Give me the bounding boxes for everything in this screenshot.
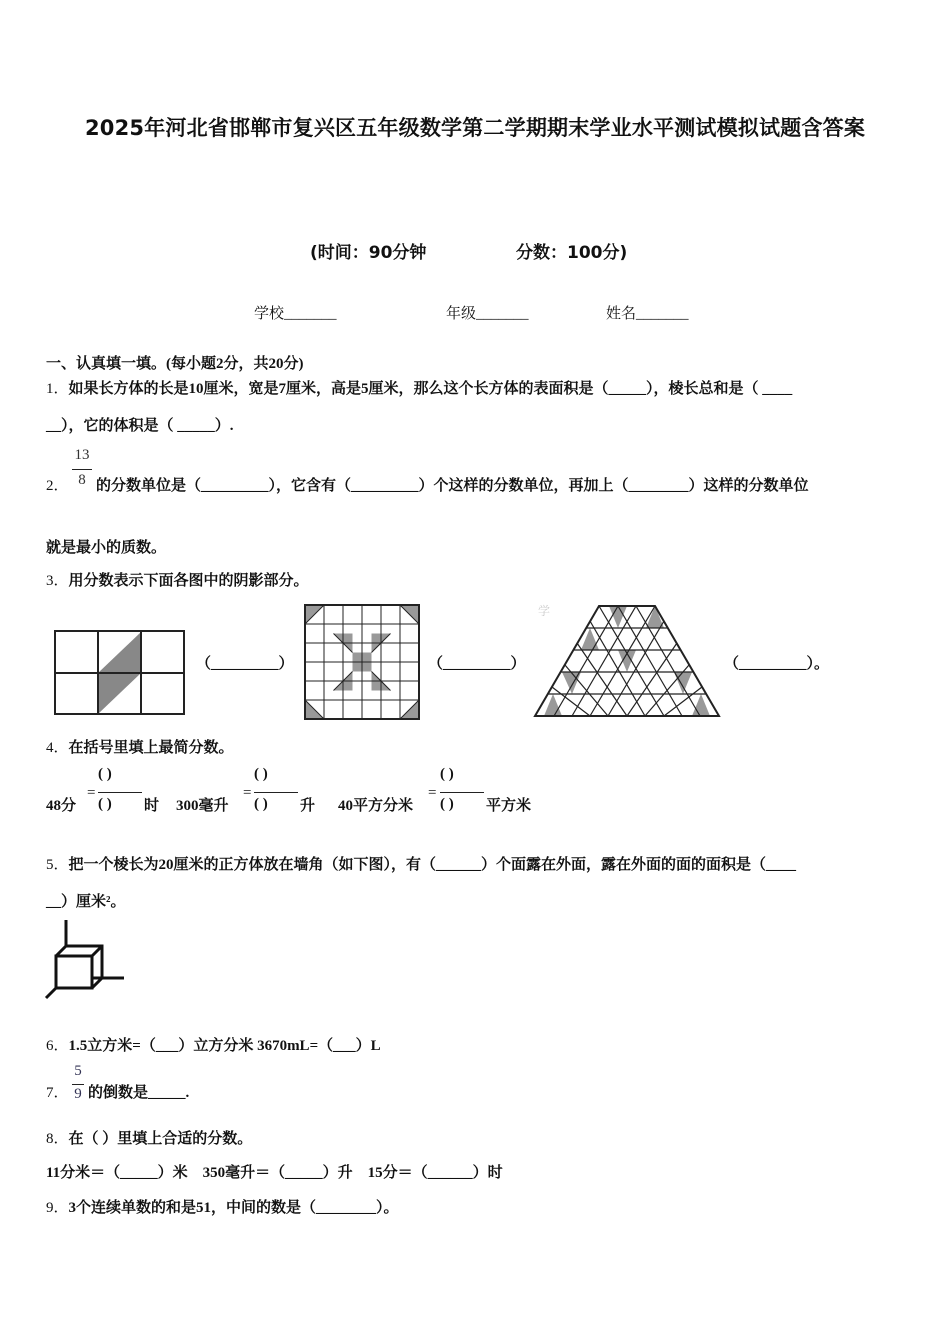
- figure-rectangle-grid: [54, 630, 186, 716]
- question-8-items: 11分米＝（_____）米 350毫升＝（_____）升 15分＝（______）时: [46, 1165, 503, 1181]
- equals-sign: =: [87, 785, 96, 801]
- question-number: 3．: [46, 573, 69, 589]
- fraction-numerator: ( ): [440, 766, 454, 782]
- figure-cube-corner: [44, 920, 126, 1002]
- name-field: 姓名_______: [606, 306, 689, 322]
- question-number: 4．: [46, 740, 69, 756]
- fraction-numerator: 13: [74, 447, 90, 463]
- question-7: [46, 1081, 69, 1102]
- unit-label: 平方米: [486, 798, 532, 814]
- question-number: 8．: [46, 1131, 69, 1147]
- question-2-cont: 就是最小的质数。: [46, 540, 167, 556]
- question-number: 9．: [46, 1200, 69, 1216]
- equals-sign: =: [428, 785, 437, 801]
- question-number: 1．: [46, 381, 69, 397]
- question-6: [46, 1034, 381, 1055]
- fraction-denominator: ( ): [440, 796, 454, 812]
- conversion-item-1: 48分: [46, 798, 77, 814]
- conversion-item-3: 40平方分米: [338, 798, 414, 814]
- fraction-denominator: ( ): [98, 796, 112, 812]
- exam-score: 分数：100分): [516, 243, 628, 263]
- equals-sign: =: [243, 785, 252, 801]
- question-number: 6．: [46, 1038, 69, 1054]
- question-2-text: 的分数单位是（_________），它含有（_________）个这样的分数单位，再加上（________）这样的分数单位: [96, 478, 809, 494]
- question-text: 用分数表示下面各图中的阴影部分。: [68, 573, 309, 589]
- question-text: 如果长方体的长是10厘米，宽是7厘米，高是5厘米，那么这个长方体的表面积是（_____），棱长总和是（ ____: [68, 381, 793, 397]
- question-9: [46, 1196, 399, 1217]
- unit-label: 升: [300, 798, 316, 814]
- question-2: [46, 474, 69, 495]
- question-text: 3个连续单数的和是51，中间的数是（________）。: [68, 1200, 399, 1216]
- question-text: 在括号里填上最简分数。: [68, 740, 234, 756]
- answer-blank-3: （_________）。: [724, 656, 830, 672]
- question-4: [46, 736, 234, 757]
- unit-label: 时: [144, 798, 160, 814]
- question-8: [46, 1127, 252, 1148]
- exam-time: (时间：90分钟: [310, 243, 427, 263]
- fraction-bar: [72, 1084, 84, 1085]
- fraction-denominator: 9: [74, 1086, 82, 1102]
- question-5-cont: __）厘米²。: [46, 894, 126, 910]
- section-heading: 一、认真填一填。(每小题2分，共20分): [46, 356, 304, 372]
- fraction-numerator: ( ): [98, 766, 112, 782]
- fraction-numerator: ( ): [254, 766, 268, 782]
- fraction-numerator: 5: [74, 1063, 82, 1079]
- answer-blank-2: （_________）: [428, 656, 526, 672]
- question-1-cont: __），它的体积是（ _____）.: [46, 418, 234, 434]
- question-number: 5．: [46, 857, 69, 873]
- fraction-bar: [440, 792, 484, 793]
- question-number: 2．: [46, 478, 69, 494]
- fraction-bar: [98, 792, 142, 793]
- school-field: 学校_______: [254, 306, 337, 322]
- question-1: [46, 377, 792, 398]
- question-5: [46, 853, 796, 874]
- conversion-item-2: 300毫升: [176, 798, 229, 814]
- question-3: [46, 569, 309, 590]
- fraction-bar: [254, 792, 298, 793]
- question-text: 1.5立方米=（___）立方分米 3670mL=（___）L: [68, 1038, 381, 1054]
- figure-triangle-trapezoid: [535, 606, 719, 716]
- question-text: 在（ ）里填上合适的分数。: [68, 1131, 253, 1147]
- page-title: 2025年河北省邯郸市复兴区五年级数学第二学期期末学业水平测试模拟试题含答案: [84, 116, 866, 140]
- fraction-denominator: ( ): [254, 796, 268, 812]
- grade-field: 年级_______: [446, 306, 529, 322]
- answer-blank-1: （_________）: [196, 656, 294, 672]
- question-7-text: 的倒数是_____.: [88, 1085, 190, 1101]
- question-number: 7．: [46, 1085, 69, 1101]
- figure-square-grid: [305, 605, 419, 719]
- fraction-denominator: 8: [78, 472, 86, 488]
- fraction-bar: [72, 469, 92, 470]
- question-text: 把一个棱长为20厘米的正方体放在墙角（如下图），有（______）个面露在外面，露在外面的面的面积是（____: [68, 857, 797, 873]
- watermark-text: 学: [538, 604, 551, 618]
